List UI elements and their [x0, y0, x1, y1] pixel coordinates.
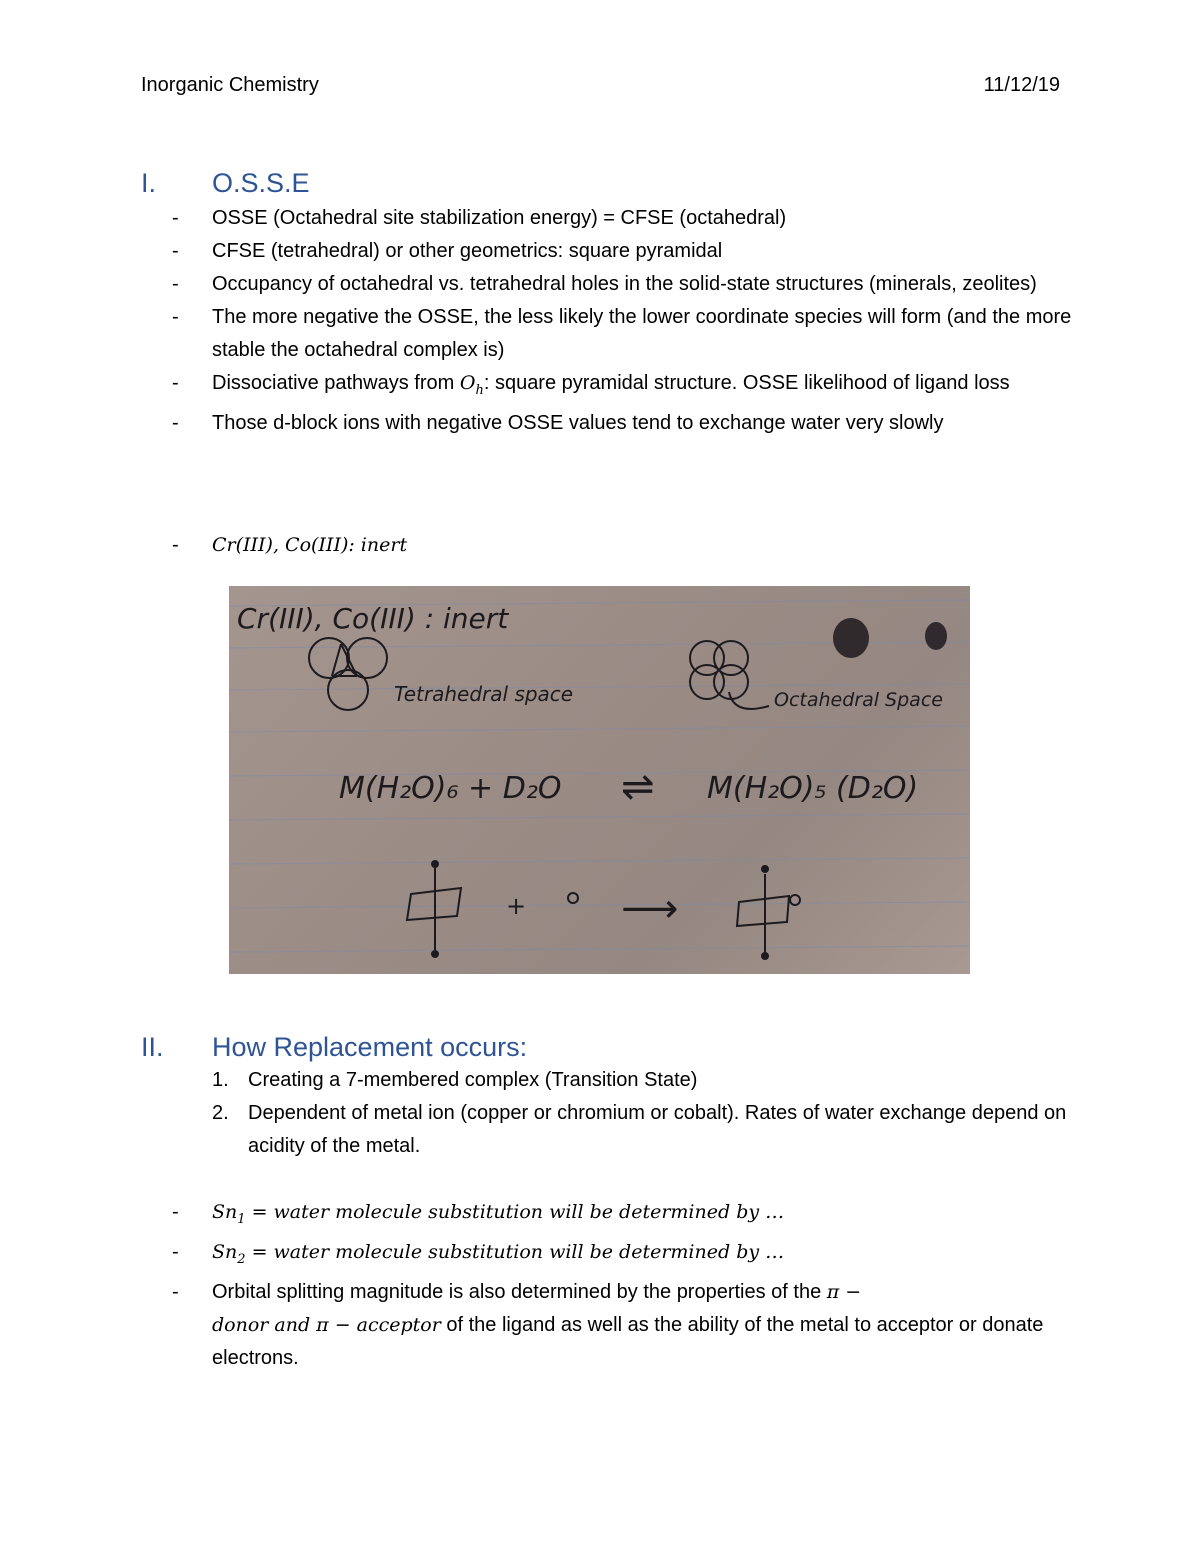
equation-left: M(H₂O)₆ + D₂O [339, 771, 562, 806]
list-item-dissociative [172, 367, 1072, 407]
list-item: - CFSE (tetrahedral) or other geometrics: square pyramidal [172, 235, 1072, 268]
inert-line: - Cr(III), Co(III): inert [172, 529, 1072, 562]
section-1-number: I. [141, 168, 157, 198]
section-2-number: II. [141, 1032, 164, 1062]
octahedral-sketch [690, 641, 769, 709]
oh-subscript: h [475, 383, 484, 398]
section-2-heading [141, 1032, 527, 1063]
notes-drawing [229, 586, 970, 974]
section-1-heading [141, 168, 310, 199]
section-2-list [172, 1196, 1072, 1375]
plus-sign: + [506, 892, 527, 920]
sn1-line: - $Sn_1$ = water molecule substitution will be determined by … [172, 1196, 1072, 1236]
scribbles [833, 618, 947, 658]
list-item: - Occupancy of octahedral vs. tetrahedral holes in the solid-state structures (minerals, zeolites) [172, 268, 1072, 301]
sn2-line: - $Sn_2$ = water molecule substitution will be determined by … [172, 1236, 1072, 1276]
octahedral-complex-sketch [407, 861, 461, 957]
reaction-arrow: ⟶ [621, 886, 679, 932]
equation-right: M(H₂O)₅ (D₂O) [707, 771, 919, 806]
water-molecule-sketch [568, 893, 578, 903]
list-item: 1. Creating a 7-membered complex (Transition State) [212, 1069, 698, 1091]
section-1-list [172, 202, 1072, 440]
equilibrium-arrow: ⇌ [621, 764, 655, 810]
section-1-title: O.S.S.E [212, 168, 310, 198]
inert-list [172, 529, 1072, 562]
course-title: Inorganic Chemistry [141, 74, 319, 96]
inert-note: Cr(III), Co(III) : inert [237, 602, 509, 635]
tetrahedral-label: Tetrahedral space [394, 682, 574, 706]
oh-symbol: O [459, 372, 476, 394]
handwritten-notes-photo [229, 586, 970, 974]
dissociative-after: : square pyramidal structure. OSSE likelihood of ligand loss [483, 372, 1010, 394]
date: 11/12/19 [983, 74, 1060, 96]
section-2-title: How Replacement occurs: [212, 1032, 528, 1062]
replacement-steps [212, 1064, 1072, 1163]
list-item: - The more negative the OSSE, the less likely the lower coordinate species will form (and the more stable the octahedral complex is) [172, 301, 1072, 367]
octahedral-label: Octahedral Space [774, 689, 943, 711]
list-item: 2. Dependent of metal ion (copper or chromium or cobalt). Rates of water exchange depend on acidity of the metal. [212, 1102, 1067, 1157]
list-item: - OSSE (Octahedral site stabilization energy) = CFSE (octahedral) [172, 202, 1072, 235]
pyramidal-product-sketch [737, 866, 800, 959]
dissociative-before: Dissociative pathways from [212, 372, 460, 394]
tetrahedral-sketch [309, 638, 387, 710]
orbital-splitting-line: - Orbital splitting magnitude is also determined by the properties of the π − donor and π − acceptor of the ligand as well as the ability of the metal to acceptor or donate electrons. [172, 1276, 1072, 1375]
list-item: - Those d-block ions with negative OSSE values tend to exchange water very slowly [172, 407, 1072, 440]
